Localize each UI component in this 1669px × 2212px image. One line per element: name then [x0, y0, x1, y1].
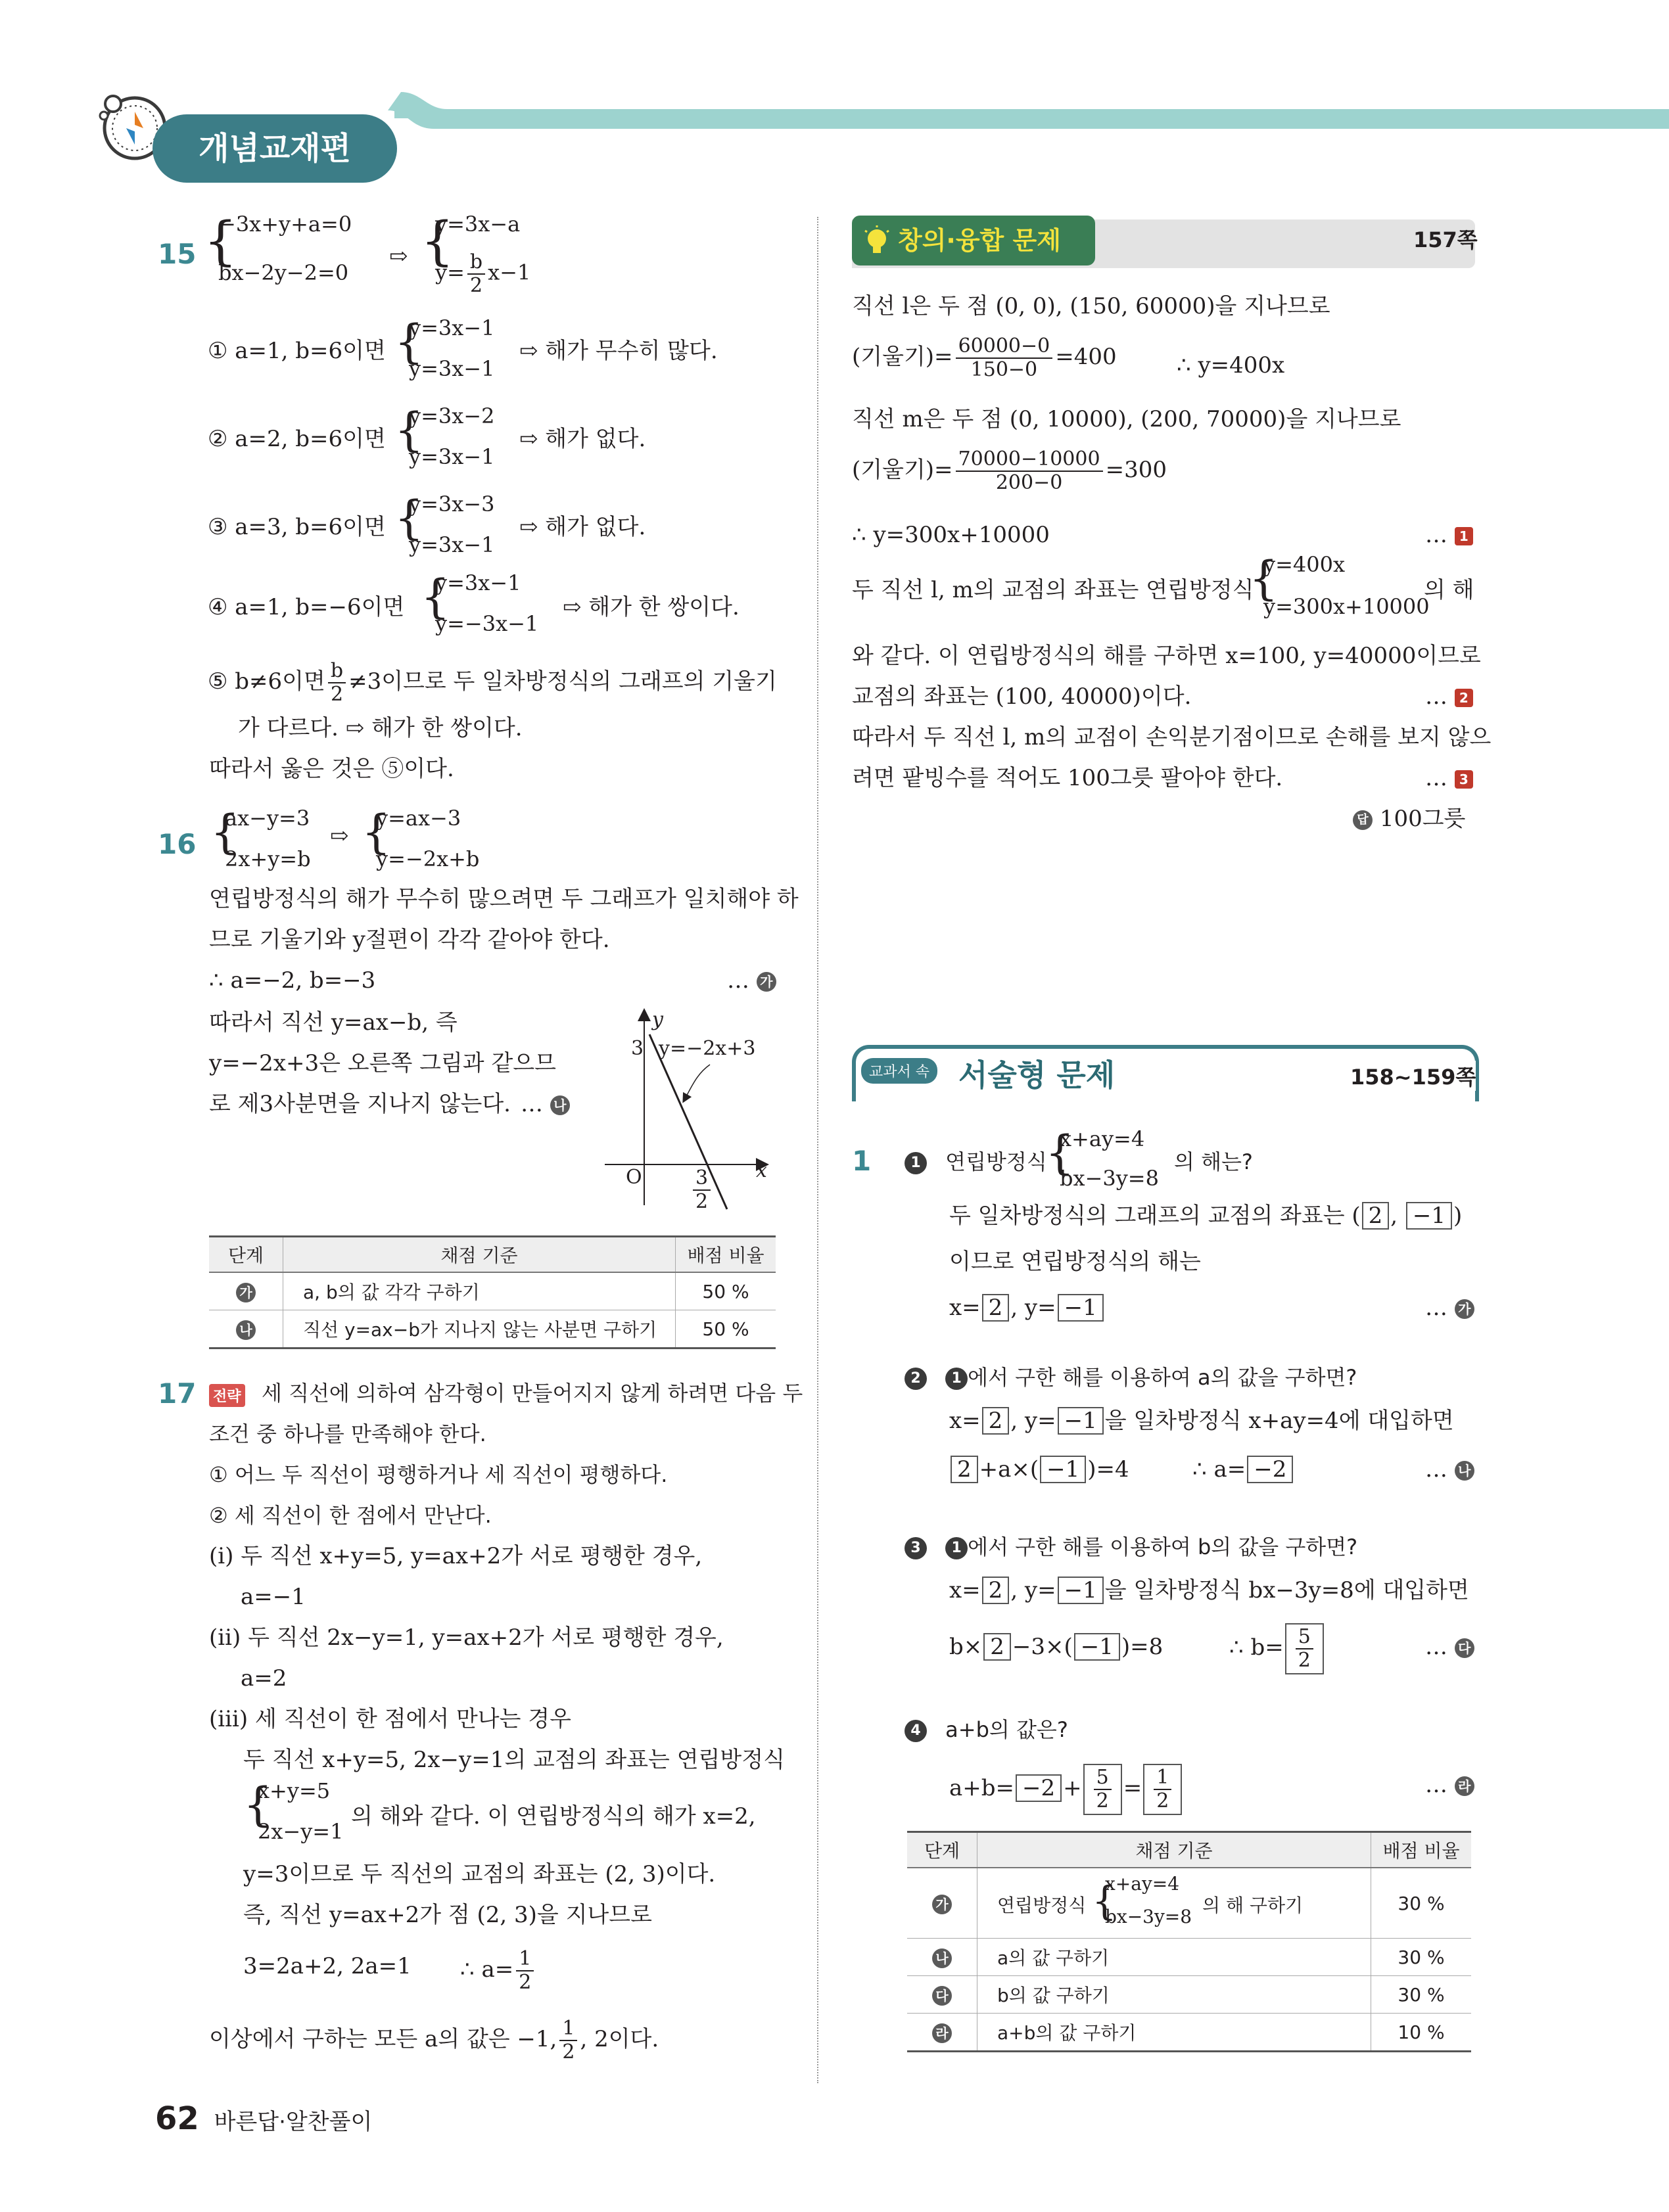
q17-line-8: a=2 [241, 1665, 287, 1692]
q17-line-2: 조건 중 하나를 만족해야 한다. [209, 1421, 486, 1446]
q16-text-4: 따라서 직선 y=ax−b, 즉 [209, 1009, 458, 1036]
essay-s2-line-2: 2 +a×( −1 )=4 [949, 1455, 1129, 1484]
table-row: 가 연립방정식 { x+ay=4 bx−3y=8 의 해 구하기 30 % [907, 1868, 1471, 1939]
q16-grading-table: 단계 채점 기준 배점 비율 가 a, b의 값 각각 구하기 50 % 나 직선 y=ax−b가 지나지 않는 사분면 구하기 50 % [209, 1235, 776, 1349]
creative-line-2-result: ∴ y=400x [1177, 352, 1285, 379]
column-divider [817, 217, 818, 2083]
q16-marker-2: … 나 [521, 1090, 570, 1118]
arrow-icon: ⇨ [389, 243, 408, 269]
table-row: 나 직선 y=ax−b가 지나지 않는 사분면 구하기 50 % [209, 1310, 776, 1348]
q17-line-11: 의 해와 같다. 이 연립방정식의 해가 x=2, [351, 1803, 756, 1830]
essay-s4-question: 4 a+b의 값은? [905, 1715, 1068, 1744]
q17-line-6: a=−1 [241, 1584, 306, 1610]
q15-case5: ⑤ b≠6이면 $\frac{b}{2}$ ≠3이므로 두 일차방정식의 그래프의 기울기 [208, 659, 777, 706]
q16-text-1: 연립방정식의 해가 무수히 많으려면 두 그래프가 일치해야 하 [209, 886, 799, 912]
q17-line-10: 두 직선 x+y=5, 2x−y=1의 교점의 좌표는 연립방정식 [243, 1747, 785, 1773]
q15-case4-label: ④ a=1, b=−6이면 [208, 594, 405, 620]
creative-line-7: 와 같다. 이 연립방정식의 해를 구하면 x=100, y=40000이므로 [852, 643, 1481, 669]
q15-sys1-line1: −3x+y+a=0 [218, 212, 352, 237]
q15-case5-line2: 가 다르다. ⇨ 해가 한 쌍이다. [238, 715, 523, 741]
table-row: 가 a, b의 값 각각 구하기 50 % [209, 1272, 776, 1310]
creative-line-9: 따라서 두 직선 l, m의 교점이 손익분기점이므로 손해를 보지 않으 [852, 724, 1492, 750]
graph-x-intercept: $\frac{3}{2}$ [690, 1167, 713, 1213]
q15-conclusion: 따라서 옳은 것은 ⑤이다. [209, 756, 454, 782]
essay-tag: 교과서 속 [861, 1058, 937, 1084]
essay-s4-marker: … 라 [1425, 1770, 1474, 1799]
creative-line-10: 려면 팥빙수를 적어도 100그릇 팔아야 한다. [852, 765, 1283, 791]
q15-case2-result: ⇨ 해가 없다. [519, 426, 646, 452]
q17-line-3: ① 어느 두 직선이 평행하거나 세 직선이 평행하다. [209, 1462, 668, 1487]
q15-case3-result: ⇨ 해가 없다. [519, 514, 646, 540]
essay-s3-line-2: b× 2 −3×( −1 )=8 [949, 1634, 1164, 1660]
q15-case2-label: ② a=2, b=6이면 [208, 426, 386, 452]
graph-line-label: y=−2x+3 [659, 1037, 756, 1060]
creative-marker-2: … 2 [1425, 682, 1473, 711]
creative-line-4: (기울기)= $\frac{70000-10000}{200-0}$ =300 [852, 448, 1167, 494]
q17-strategy-tag: 전략 [209, 1384, 245, 1407]
graph-origin: O [626, 1166, 642, 1189]
essay-s1-marker: … 가 [1425, 1293, 1474, 1322]
lightbulb-icon [862, 223, 891, 255]
q17-line-7: (ⅱ) 두 직선 2x−y=1, y=ax+2가 서로 평행한 경우, [209, 1624, 724, 1651]
table-row: 나 a의 값 구하기 30 % [907, 1939, 1471, 1976]
essay-s1-line-3: x= 2 , y= −1 [949, 1293, 1105, 1322]
answer-icon: 답 [1353, 810, 1373, 830]
header-title-pill [153, 114, 397, 183]
essay-s3-marker: … 다 [1425, 1632, 1474, 1661]
essay-title: 서술형 문제 [953, 1051, 1120, 1095]
graph-x-label: x [756, 1159, 767, 1182]
essay-s1-line-1: 두 일차방정식의 그래프의 교점의 좌표는 ( 2 , −1 ) [949, 1203, 1463, 1229]
q16-marker-1: … 가 [727, 966, 776, 995]
essay-grading-table: 단계 채점 기준 배점 비율 가 연립방정식 { x+ay=4 bx−3y=8 의 해 구하기 30 % 나 a의 값 구하기 30 % 다 b의 값 구하기 30 % 라 a+b의 값 구하기 10 % [907, 1831, 1471, 2052]
essay-s2-line-1: x= 2 , y= −1 을 일차방정식 x+ay=4에 대입하면 [949, 1408, 1454, 1434]
creative-line-6-post: 의 해 [1424, 577, 1474, 603]
q17-line-9: (ⅲ) 세 직선이 한 점에서 만나는 경우 [209, 1706, 571, 1732]
arrow-icon: ⇨ [330, 823, 349, 849]
creative-page: 157쪽 [1413, 227, 1478, 252]
essay-s4-line-1: a+b= −2 + $\frac{5}{2}$ = $\frac{1}{2}$ [949, 1764, 1183, 1815]
q17-line-5: (ⅰ) 두 직선 x+y=5, y=ax+2가 서로 평행한 경우, [209, 1543, 703, 1569]
page-number: 62 [155, 2100, 199, 2137]
q15-sys1-line2: bx−2y−2=0 [218, 260, 349, 285]
q15-sys2-line1: y=3x−a [435, 212, 521, 237]
creative-marker-3: … 3 [1425, 764, 1473, 793]
essay-s1-question-post: 의 해는? [1174, 1149, 1253, 1174]
essay-s2-question: 2 1 에서 구한 해를 이용하여 a의 값을 구하면? [905, 1363, 1357, 1392]
essay-s3-line-1: x= 2 , y= −1 을 일차방정식 bx−3y=8에 대입하면 [949, 1577, 1469, 1603]
q15-number: 15 [158, 238, 197, 270]
table-row: 라 a+b의 값 구하기 10 % [907, 2014, 1471, 2052]
q17-line-14: 3=2a+2, 2a=1 [243, 1953, 411, 1979]
graph-y-label: y [652, 1008, 663, 1031]
q17-line-15: 이상에서 구하는 모든 a의 값은 −1, $\frac{1}{2}$ , 2이다. [209, 2017, 659, 2063]
creative-line-5: ∴ y=300x+10000 [852, 522, 1050, 548]
essay-s2-line-2-result: ∴ a= −2 [1192, 1455, 1294, 1484]
q15-case1-label: ① a=1, b=6이면 [208, 338, 386, 364]
footer [155, 2100, 372, 2137]
creative-title: 창의·융합 문제 [898, 226, 1061, 255]
q17-line-14b: ∴ a= $\frac{1}{2}$ [460, 1948, 536, 1994]
q16-graph [605, 1008, 776, 1218]
q17-line-12: y=3이므로 두 직선의 교점의 좌표는 (2, 3)이다. [243, 1861, 716, 1887]
q16-text-5: y=−2x+3은 오른쪽 그림과 같으므 [209, 1050, 556, 1076]
essay-s3-question: 3 1 에서 구한 해를 이용하여 b의 값을 구하면? [905, 1532, 1357, 1561]
essay-s2-marker: … 나 [1425, 1455, 1474, 1484]
q16-text-6: 로 제3사분면을 지나지 않는다. [209, 1091, 511, 1117]
creative-line-1: 직선 l은 두 점 (0, 0), (150, 60000)을 지나므로 [852, 293, 1330, 319]
creative-title-pill [852, 216, 1095, 265]
essay-number: 1 [852, 1145, 872, 1177]
creative-answer: 답 100그릇 [1353, 804, 1465, 833]
q17-line-1: 세 직선에 의하여 삼각형이 만들어지지 않게 하려면 다음 두 [262, 1381, 803, 1406]
creative-line-2: (기울기)= $\frac{60000-0}{150-0}$ =400 [852, 334, 1117, 381]
q16-number: 16 [158, 828, 197, 860]
creative-line-3: 직선 m은 두 점 (0, 10000), (200, 70000)을 지나므로 [852, 406, 1401, 432]
q16-text-3: ∴ a=−2, b=−3 [209, 967, 376, 994]
creative-line-8: 교점의 좌표는 (100, 40000)이다. [852, 683, 1192, 710]
q15-case1-result: ⇨ 해가 무수히 많다. [519, 338, 718, 364]
q17-line-13: 즉, 직선 y=ax+2가 점 (2, 3)을 지나므로 [243, 1902, 652, 1928]
graph-y-intercept: 3 [631, 1037, 644, 1060]
q15-case3-label: ③ a=3, b=6이면 [208, 514, 386, 540]
q17-line-4: ② 세 직선이 한 점에서 만난다. [209, 1503, 492, 1528]
creative-marker-1: … 1 [1425, 520, 1473, 549]
q15-case4-result: ⇨ 해가 한 쌍이다. [563, 594, 740, 620]
essay-page: 158~159쪽 [1350, 1061, 1476, 1091]
creative-line-6: 두 직선 l, m의 교점의 좌표는 연립방정식 [852, 577, 1254, 603]
q15-sys2-line2: y= $\frac{b}{2}$ x−1 [435, 250, 531, 297]
table-row: 다 b의 값 구하기 30 % [907, 1976, 1471, 2014]
header-title: 개념교재편 [199, 130, 351, 167]
essay-s1-line-2: 이므로 연립방정식의 해는 [949, 1249, 1201, 1275]
essay-s1-question: 1 연립방정식 [905, 1147, 1047, 1176]
q16-text-2: 므로 기울기와 y절편이 각각 같아야 한다. [209, 927, 610, 953]
essay-s3-line-2-result: ∴ b= $\frac{5}{2}$ [1229, 1623, 1325, 1674]
q17-number: 17 [158, 1377, 197, 1410]
footer-label: 바른답·알찬풀이 [214, 2109, 373, 2135]
